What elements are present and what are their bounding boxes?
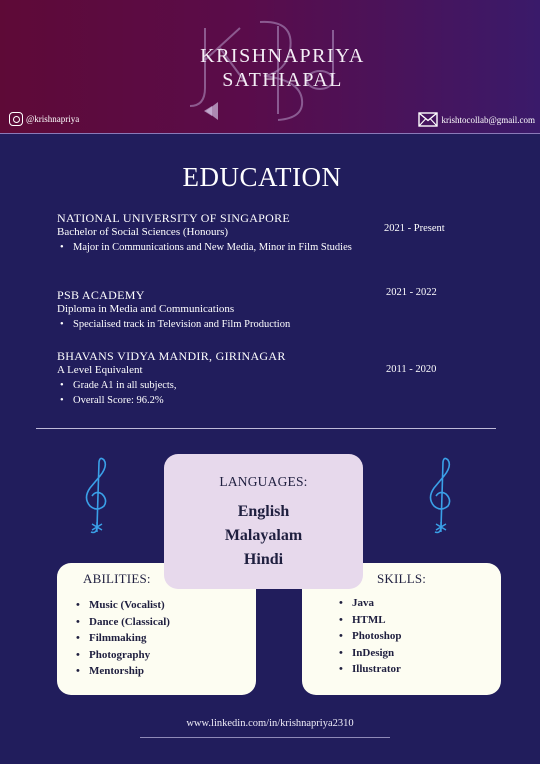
ability-item: • Dance (Classical) (76, 614, 170, 631)
school-name: PSB ACADEMY (57, 288, 145, 302)
instagram-contact[interactable] (9, 112, 79, 126)
skill-item: • Java (339, 595, 402, 612)
education-entry (57, 349, 357, 408)
abilities-title: ABILITIES: (83, 571, 151, 586)
language-item: English (237, 503, 290, 520)
skill-item: • Illustrator (339, 661, 402, 678)
name-line-1: KRISHNAPRIYA (200, 45, 365, 67)
treble-clef-icon (424, 454, 458, 538)
header-divider (0, 133, 540, 134)
education-heading: EDUCATION (182, 162, 342, 192)
language-item: Hindi (243, 551, 284, 568)
treble-clef-icon (80, 454, 114, 538)
education-bullet: • Major in Communications and New Media, Minor in Film Studies (57, 240, 357, 255)
education-bullet: • Overall Score: 96.2% (57, 393, 357, 408)
languages-card (164, 454, 363, 589)
ability-item: • Music (Vocalist) (76, 597, 170, 614)
languages-list (164, 500, 363, 572)
linkedin-link[interactable]: www.linkedin.com/in/krishnapriya2310 (186, 718, 354, 729)
envelope-icon (418, 112, 438, 127)
education-bullet: • Grade A1 in all subjects, (57, 378, 357, 393)
languages-title: LANGUAGES: (219, 474, 308, 489)
skill-item: • Photoshop (339, 628, 402, 645)
education-dates: 2011 - 2020 (386, 364, 437, 375)
education-dates: 2021 - Present (384, 223, 445, 234)
instagram-icon (9, 112, 23, 126)
email-address[interactable]: krishtocollab@gmail.com (441, 114, 535, 125)
degree: Bachelor of Social Sciences (Honours) (57, 226, 229, 238)
degree: Diploma in Media and Communications (57, 303, 235, 315)
header-banner (0, 0, 540, 134)
language-item: Malayalam (224, 527, 303, 544)
ability-item: • Filmmaking (76, 630, 170, 647)
education-entry (57, 211, 357, 255)
skill-item: • HTML (339, 612, 402, 629)
candidate-name (150, 44, 415, 92)
skill-item: • InDesign (339, 645, 402, 662)
school-name: BHAVANS VIDYA MANDIR, GIRINAGAR (57, 349, 286, 363)
section-divider (36, 428, 496, 429)
skills-title: SKILLS: (377, 571, 427, 586)
education-dates: 2021 - 2022 (386, 287, 437, 298)
degree: A Level Equivalent (57, 364, 143, 376)
education-entry (57, 288, 357, 332)
school-name: NATIONAL UNIVERSITY OF SINGAPORE (57, 211, 291, 225)
ability-item: • Mentorship (76, 663, 170, 680)
ability-item: • Photography (76, 647, 170, 664)
instagram-handle[interactable]: @krishnapriya (26, 114, 80, 124)
education-bullet: • Specialised track in Television and Film Production (57, 317, 357, 332)
footer-underline (140, 737, 390, 738)
name-line-2: SATHIAPAL (222, 69, 343, 91)
email-contact[interactable] (418, 112, 535, 127)
